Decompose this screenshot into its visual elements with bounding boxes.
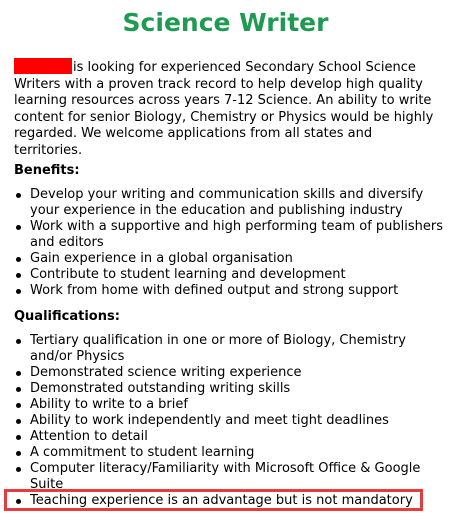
bullet-icon (16, 419, 21, 424)
list-item: Tertiary qualification in one or more of Biology, Chemistry and/or Physics (14, 333, 444, 365)
bullet-icon (16, 289, 21, 294)
highlight-box (4, 489, 423, 511)
list-item: Demonstrated science writing experience (14, 365, 444, 381)
benefits-heading: Benefits: (14, 163, 80, 178)
bullet-icon (16, 339, 21, 344)
bullet-icon (16, 451, 21, 456)
bullet-icon (16, 257, 21, 262)
page-title: Science Writer (122, 8, 329, 37)
benefits-list (14, 187, 444, 299)
bullet-icon (16, 273, 21, 278)
list-item: Computer literacy/Familiarity with Microsoft Office & Google Suite (14, 461, 444, 493)
bullet-icon (16, 467, 21, 472)
list-item: Attention to detail (14, 429, 444, 445)
list-item: Work with a supportive and high performing team of publishers and editors (14, 219, 444, 251)
intro-text: is looking for experienced Secondary School Science Writers with a proven track record to help develop high quality learning resources across years 7-12 Science. An ability to write content for senior Biology, Chemistry or Physics would be highly regarded. We welcome applications from all states and territories. (14, 60, 434, 158)
bullet-icon (16, 387, 21, 392)
list-item: Demonstrated outstanding writing skills (14, 381, 444, 397)
bullet-icon (16, 403, 21, 408)
list-item: Contribute to student learning and development (14, 267, 444, 283)
list-item: Develop your writing and communication skills and diversify your experience in the education and publishing industry (14, 187, 444, 219)
bullet-icon (16, 371, 21, 376)
list-item: Work from home with defined output and strong support (14, 283, 444, 299)
redaction-block (14, 58, 72, 74)
list-item: Gain experience in a global organisation (14, 251, 444, 267)
qualifications-list (14, 333, 444, 509)
list-item: Ability to write to a brief (14, 397, 444, 413)
qualifications-heading: Qualifications: (14, 309, 120, 324)
list-item-highlighted: Teaching experience is an advantage but is not mandatory (14, 493, 444, 509)
list-item: Ability to work independently and meet tight deadlines (14, 413, 444, 429)
bullet-icon (16, 435, 21, 440)
bullet-icon (16, 225, 21, 230)
list-item: A commitment to student learning (14, 445, 444, 461)
bullet-icon (16, 193, 21, 198)
intro-paragraph (14, 58, 440, 160)
